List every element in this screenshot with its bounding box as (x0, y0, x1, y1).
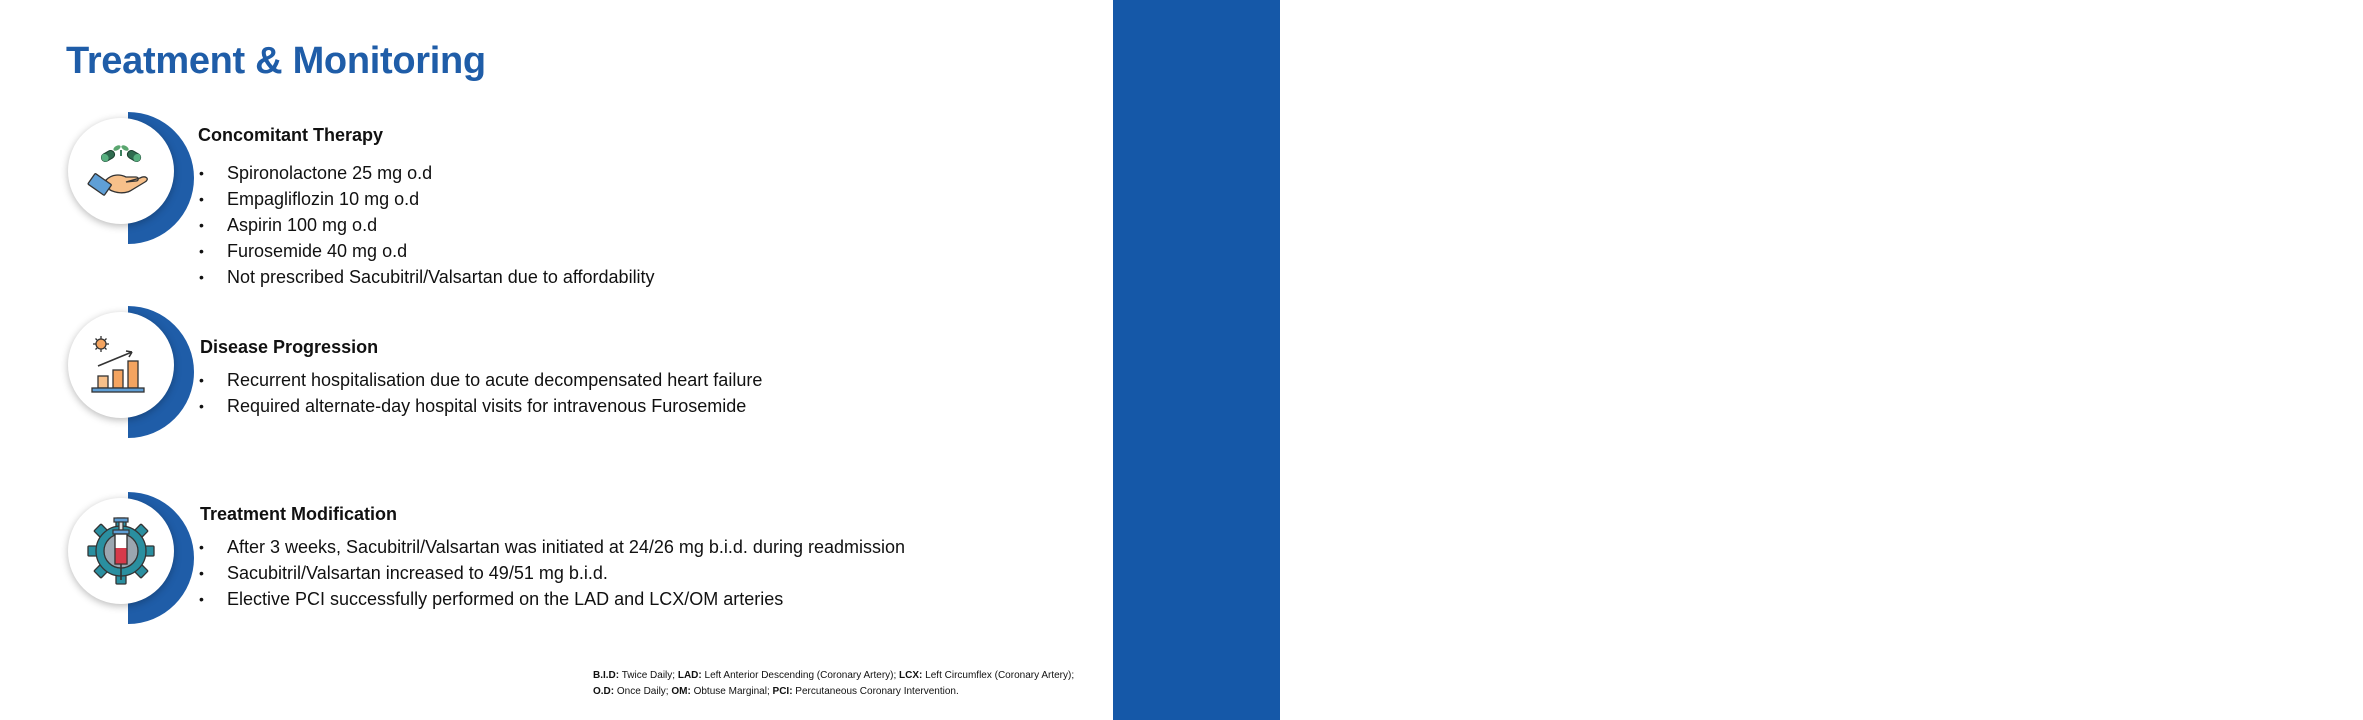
list-item: • Furosemide 40 mg o.d (199, 238, 655, 264)
footnote-text: Left Circumflex (Coronary Artery); (922, 670, 1075, 681)
footnote-text: Left Anterior Descending (Coronary Artery); (701, 670, 900, 681)
part-indicator: Part 2 of 2 (2283, 61, 2348, 77)
footnote-abbr: O.D: (593, 686, 615, 697)
footnote-line (593, 668, 1108, 684)
bullet-list (199, 534, 905, 612)
section-icon-badge (62, 306, 194, 438)
list-item: • Spironolactone 25 mg o.d (199, 160, 655, 186)
footnote-text: Once Daily; (614, 686, 672, 697)
bullet-list (199, 160, 655, 290)
footnote-abbr: B.I.D: (593, 670, 620, 681)
hand-with-pills-icon (86, 136, 156, 206)
section-icon-badge (62, 492, 194, 624)
right-sidebar-panel (1113, 0, 2348, 720)
list-item: • Not prescribed Sacubitril/Valsartan due to affordability (199, 264, 655, 290)
list-item: • Empagliflozin 10 mg o.d (199, 186, 655, 212)
section-title: Concomitant Therapy (198, 125, 384, 145)
syringe-gear-icon (86, 516, 156, 586)
footnote-text: Obtuse Marginal; (690, 686, 773, 697)
abbreviations-footnote (593, 668, 1108, 700)
list-item: • Sacubitril/Valsartan increased to 49/51 mg b.i.d. (199, 560, 905, 586)
icon-disc (68, 312, 174, 418)
footnote-abbr: LAD: (677, 670, 702, 681)
footnote-text: Percutaneous Coronary Intervention. (792, 686, 959, 697)
bullet-list (199, 367, 762, 419)
list-item: • Elective PCI successfully performed on the LAD and LCX/OM arteries (199, 586, 905, 612)
section-icon-badge (62, 112, 194, 244)
footnote-line (593, 684, 1108, 700)
section-title: Disease Progression (200, 337, 379, 357)
list-item: • Recurrent hospitalisation due to acute decompensated heart failure (199, 367, 762, 393)
footnote-abbr: LCX: (899, 670, 923, 681)
list-item: • After 3 weeks, Sacubitril/Valsartan was initiated at 24/26 mg b.i.d. during readmission (199, 534, 905, 560)
section-title: Treatment Modification (200, 504, 398, 524)
list-item: • Required alternate-day hospital visits for intravenous Furosemide (199, 393, 762, 419)
list-item: • Aspirin 100 mg o.d (199, 212, 655, 238)
footnote-text: Twice Daily; (619, 670, 678, 681)
footnote-abbr: PCI: (772, 686, 793, 697)
page-title: Treatment & Monitoring (66, 40, 486, 82)
rising-bar-chart-icon (86, 330, 156, 400)
footnote-abbr: OM: (671, 686, 691, 697)
icon-disc (68, 118, 174, 224)
icon-disc (68, 498, 174, 604)
